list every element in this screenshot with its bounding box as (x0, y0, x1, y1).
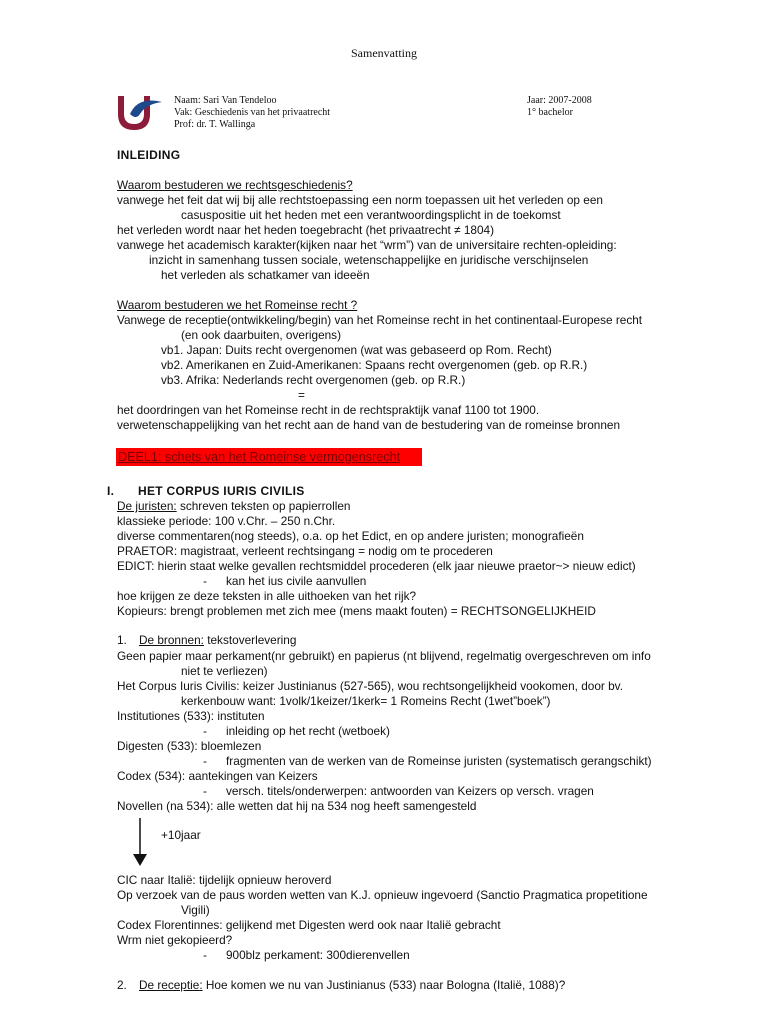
arrow-label: +10jaar (161, 828, 201, 842)
cic-line-2: Op verzoek van de paus worden wetten van K.J. opnieuw ingevoerd (Sanctio Pragmatica propetitione (117, 888, 648, 902)
institutiones-line: Institutiones (533): instituten (117, 709, 265, 723)
why2-line-7: het doordringen van het Romeinse recht in de rechtspraktijk vanaf 1100 tot 1900. (117, 403, 540, 417)
dash-bullet: - (203, 754, 207, 768)
dash-bullet: - (203, 724, 207, 738)
why1-line-6: het verleden als schatkamer van ideeën (161, 268, 370, 282)
dash-bullet: - (203, 784, 207, 798)
cic-line-5: Wrm niet gekopieerd? (117, 933, 233, 947)
part-1-banner (116, 448, 422, 466)
bronnen-label: De bronnen: (139, 633, 204, 647)
why1-line-3: het verleden wordt naar het heden toegebracht (het privaatrecht ≠ 1804) (117, 223, 495, 237)
receptie-text: Hoe komen we nu van Justinianus (533) naar Bologna (Italië, 1088)? (202, 978, 566, 992)
why1-line-4: vanwege het academisch karakter(kijken naar het “wrm”) van de universitaire rechten-opleiding: (117, 238, 617, 252)
section1-line-7: Kopieurs: brengt problemen met zich mee (mens maakt fouten) = RECHTSONGELIJKHEID (117, 604, 596, 618)
why1-line-1: vanwege het feit dat wij bij alle rechtstoepassing een norm toepassen uit het verleden op een (117, 193, 603, 207)
receptie-label: De receptie: (139, 978, 203, 992)
bronnen-text: tekstoverlevering (203, 633, 297, 647)
author-name: Naam: Sari Van Tendeloo (174, 95, 277, 106)
digesten-line: Digesten (533): bloemlezen (117, 739, 262, 753)
section1-line-1: klassieke periode: 100 v.Chr. – 250 n.Chr. (117, 514, 336, 528)
why2-example-3: vb3. Afrika: Nederlands recht overgenomen (geb. op R.R.) (161, 373, 466, 387)
study-level: 1° bachelor (527, 107, 573, 118)
receptie-heading (139, 978, 565, 993)
cic-line-3: Vigili) (181, 903, 210, 917)
cic-subitem: 900blz perkament: 300dierenvellen (226, 948, 410, 962)
section1-line-2: diverse commentaren(nog steeds), o.a. op het Edict, en op andere juristen; monografieën (117, 529, 584, 543)
novellen-line: Novellen (na 534): alle wetten dat hij na 534 nog heeft samengesteld (117, 799, 477, 813)
why1-line-2: casuspositie uit het heden met een verantwoordingsplicht in de toekomst (181, 208, 561, 222)
document-title: Samenvatting (351, 46, 417, 60)
bronnen-line-1: Geen papier maar perkament(nr gebruikt) en papierus (nt blijvend, regelmatig overgeschreven om info (117, 649, 651, 663)
section1-subitem: kan het ius civile aanvullen (226, 574, 367, 588)
why2-example-1: vb1. Japan: Duits recht overgenomen (wat was gebaseerd op Rom. Recht) (161, 343, 552, 357)
juristen-label: De juristen: (117, 499, 177, 513)
bronnen-line-4: kerkenbouw want: 1volk/1keizer/1kerk= 1 Romeins Recht (1wet”boek”) (181, 694, 551, 708)
bronnen-line-2: niet te verliezen) (181, 664, 268, 678)
juristen-line (117, 499, 350, 514)
codex-subitem: versch. titels/onderwerpen: antwoorden van Keizers op versch. vragen (226, 784, 594, 798)
down-arrow-icon (130, 818, 150, 868)
why-legal-history-heading: Waarom bestuderen we rechtsgeschiedenis? (117, 178, 353, 192)
dash-bullet: - (203, 574, 207, 588)
why-roman-law-heading: Waarom bestuderen we het Romeinse recht ? (117, 298, 358, 312)
equals-sign: = (298, 388, 305, 402)
codex-line: Codex (534): aantekingen van Keizers (117, 769, 318, 783)
professor-name: Prof: dr. T. Wallinga (174, 119, 256, 130)
cic-line-1: CIC naar Italië: tijdelijk opnieuw heroverd (117, 873, 332, 887)
why2-line-2: (en ook daarbuiten, overigens) (181, 328, 342, 342)
why2-line-8: verwetenschappelijking van het recht aan de hand van de bestudering van de romeinse bronnen (117, 418, 621, 432)
academic-year: Jaar: 2007-2008 (527, 95, 592, 106)
cic-line-4: Codex Florentinnes: gelijkend met Digesten werd ook naar Italië gebracht (117, 918, 501, 932)
why2-example-2: vb2. Amerikanen en Zuid-Amerikanen: Spaans recht overgenomen (geb. op R.R.) (161, 358, 588, 372)
section1-line-4: EDICT: hierin staat welke gevallen rechtsmiddel procederen (elk jaar nieuwe praetor~> nieuw edict) (117, 559, 636, 573)
dash-bullet: - (203, 948, 207, 962)
section-1-title: HET CORPUS IURIS CIVILIS (138, 484, 305, 498)
institutiones-subitem: inleiding op het recht (wetboek) (226, 724, 390, 738)
section1-line-3: PRAETOR: magistraat, verleent rechtsingang = nodig om te procederen (117, 544, 493, 558)
juristen-text: schreven teksten op papierrollen (176, 499, 351, 513)
intro-heading: INLEIDING (117, 148, 181, 162)
why2-line-1: Vanwege de receptie(ontwikkeling/begin) van het Romeinse recht in het continentaal-Europese recht (117, 313, 643, 327)
bronnen-number: 1. (117, 633, 127, 647)
course-subject: Vak: Geschiedenis van het privaatrecht (174, 107, 331, 118)
bronnen-heading (139, 633, 296, 648)
part-1-banner-text: DEEL1: schets van het Romeinse vermogensrecht (118, 450, 401, 464)
why1-line-5: inzicht in samenhang tussen sociale, wetenschappelijke en juridische verschijnselen (149, 253, 589, 267)
university-logo (116, 92, 162, 132)
bronnen-line-3: Het Corpus Iuris Civilis: keizer Justinianus (527-565), wou rechtsongelijkheid vookomen, door bv. (117, 679, 623, 693)
section1-line-6: hoe krijgen ze deze teksten in alle uithoeken van het rijk? (117, 589, 417, 603)
receptie-number: 2. (117, 978, 127, 992)
section-1-number: I. (107, 484, 115, 498)
digesten-subitem: fragmenten van de werken van de Romeinse juristen (systematisch gerangschikt) (226, 754, 652, 768)
